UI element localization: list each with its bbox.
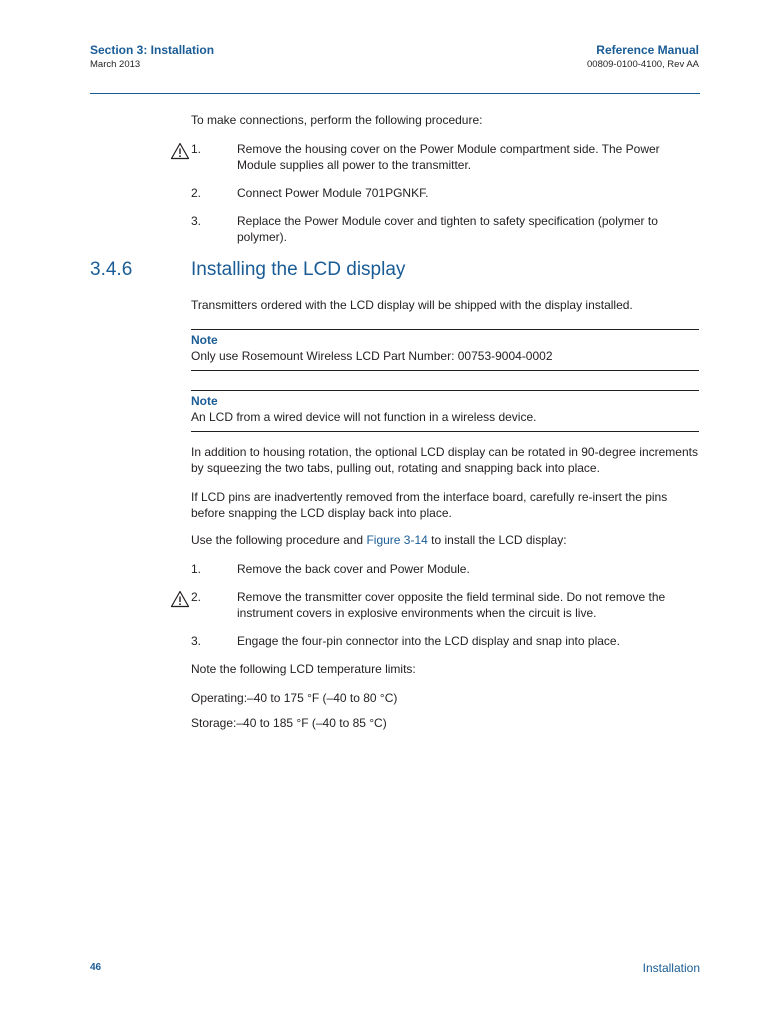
note-box bbox=[191, 329, 699, 371]
step-number: 2. bbox=[191, 186, 202, 200]
procedure-text-before: Use the following procedure and bbox=[191, 533, 367, 547]
note-text: Only use Rosemount Wireless LCD Part Number: 00753-9004-0002 bbox=[191, 349, 553, 363]
procedure-text-after: to install the LCD display: bbox=[427, 533, 567, 547]
header-doc-number: 00809-0100-4100, Rev AA bbox=[587, 59, 699, 70]
storage-limit: Storage:–40 to 185 °F (–40 to 85 °C) bbox=[191, 716, 387, 730]
header-divider bbox=[90, 93, 700, 94]
note-text: An LCD from a wired device will not function in a wireless device. bbox=[191, 410, 537, 424]
shipped-paragraph: Transmitters ordered with the LCD display will be shipped with the display installed. bbox=[191, 298, 633, 312]
warning-triangle-icon bbox=[170, 590, 190, 608]
step-number: 2. bbox=[191, 590, 202, 604]
step-text: Engage the four-pin connector into the LCD display and snap into place. bbox=[237, 634, 620, 648]
header-section-title: Section 3: Installation bbox=[90, 43, 215, 57]
section-title: Installing the LCD display bbox=[191, 259, 406, 280]
note-label: Note bbox=[191, 394, 218, 408]
step-number: 1. bbox=[191, 142, 202, 156]
rotation-paragraph: In addition to housing rotation, the optional LCD display can be rotated in 90-degree increments by squeezing the two tabs, pulling out, rotating and snapping back into place. bbox=[191, 445, 698, 475]
limits-paragraph: Note the following LCD temperature limits: bbox=[191, 662, 416, 676]
step-number: 1. bbox=[191, 562, 202, 576]
footer-section: Installation bbox=[642, 961, 700, 975]
figure-link[interactable]: Figure 3-14 bbox=[366, 533, 428, 547]
pins-paragraph: If LCD pins are inadvertently removed from the interface board, carefully re-insert the pins before snapping the LCD display back into place. bbox=[191, 490, 668, 520]
procedure-paragraph bbox=[191, 532, 699, 548]
step-text: Replace the Power Module cover and tighten to safety specification (polymer to polymer). bbox=[237, 214, 658, 244]
header-date: March 2013 bbox=[90, 59, 141, 70]
intro-paragraph: To make connections, perform the following procedure: bbox=[191, 113, 483, 127]
page-number: 46 bbox=[90, 962, 102, 973]
step-number: 3. bbox=[191, 634, 202, 648]
section-number: 3.4.6 bbox=[90, 259, 133, 280]
operating-limit: Operating:–40 to 175 °F (–40 to 80 °C) bbox=[191, 691, 398, 705]
note-label: Note bbox=[191, 333, 218, 347]
step-number: 3. bbox=[191, 214, 202, 228]
step-text: Remove the housing cover on the Power Module compartment side. The Power Module supplies all power to the transmitter. bbox=[237, 142, 660, 172]
note-box bbox=[191, 390, 699, 432]
warning-triangle-icon bbox=[170, 142, 190, 160]
step-text: Remove the back cover and Power Module. bbox=[237, 562, 470, 576]
step-text: Connect Power Module 701PGNKF. bbox=[237, 186, 429, 200]
header-manual-title: Reference Manual bbox=[596, 43, 699, 57]
step-text: Remove the transmitter cover opposite the field terminal side. Do not remove the instrument covers in explosive environments when the circuit is live. bbox=[237, 590, 666, 620]
